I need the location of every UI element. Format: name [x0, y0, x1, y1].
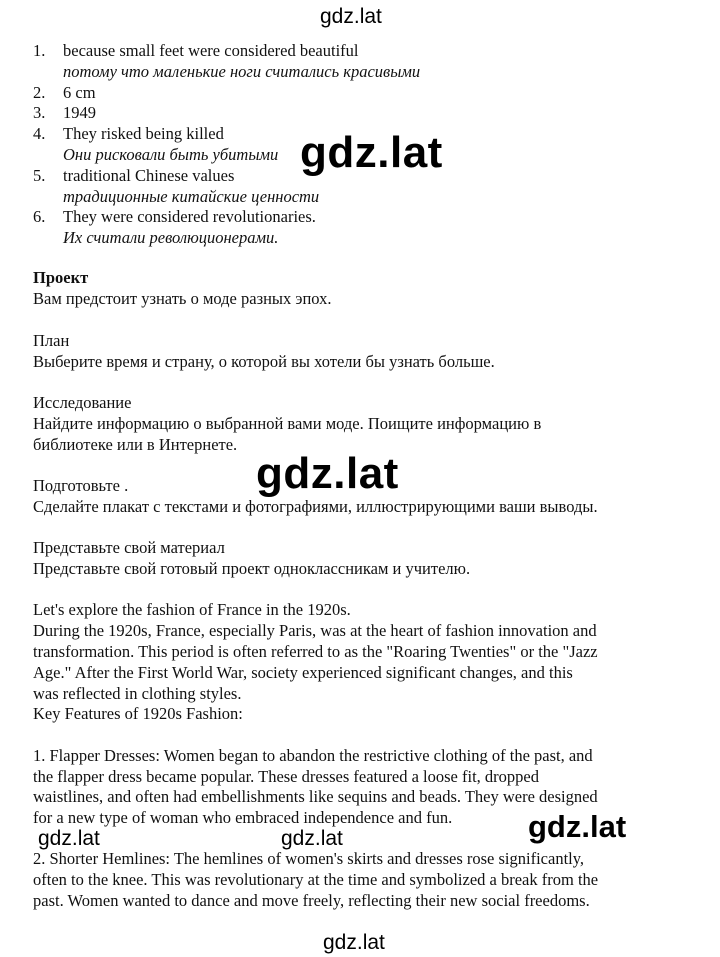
answer-en: traditional Chinese values [63, 165, 235, 185]
answer-en: 1949 [63, 103, 96, 123]
answer-ru: традиционные китайские ценности [63, 186, 320, 206]
essay-line-5: was reflected in clothing styles. [33, 684, 242, 703]
answer-ru: Их считали революционерами. [63, 228, 279, 248]
answer-number: 2. [33, 82, 46, 102]
paragraph-1-line-2: the flapper dress became popular. These dresses featured a loose fit, dropped [33, 767, 539, 786]
research-text-1: Найдите информацию о выбранной вами моде. Поищите информацию в [33, 414, 542, 433]
watermark-big-2: gdz.lat [256, 449, 399, 498]
paragraph-2-line-2: often to the knee. This was revolutionary at the time and symbolized a break from the [33, 870, 599, 889]
plan-text: Выберите время и страну, о которой вы хотели бы узнать больше. [33, 352, 495, 371]
paragraph-1-line-1: 1. Flapper Dresses: Women began to abandon the restrictive clothing of the past, and [33, 746, 593, 765]
essay-line-6: Key Features of 1920s Fashion: [33, 704, 243, 723]
prepare-heading: Подготовьте . [33, 476, 129, 495]
watermark-center-bottom: gdz.lat [281, 827, 343, 850]
answer-number: 4. [33, 124, 46, 144]
watermark-right-bottom: gdz.lat [528, 809, 627, 844]
answer-number: 1. [33, 41, 46, 60]
project-title: Проект [33, 268, 89, 287]
research-heading: Исследование [33, 393, 132, 412]
paragraph-2-line-1: 2. Shorter Hemlines: The hemlines of women's skirts and dresses rose significantly, [33, 849, 585, 868]
watermark-big-1: gdz.lat [300, 128, 443, 177]
answer-en: because small feet were considered beautiful [63, 41, 359, 60]
answer-number: 3. [33, 103, 46, 123]
answer-ru: потому что маленькие ноги считались красивыми [63, 61, 421, 81]
answer-en: They risked being killed [63, 124, 224, 144]
answer-ru: Они рисковали быть убитыми [63, 144, 279, 164]
watermark-left-bottom: gdz.lat [38, 827, 100, 850]
paragraph-1-line-3: waistlines, and often had embellishments like sequins and beads. They were designed [33, 787, 598, 806]
answer-number: 5. [33, 165, 46, 185]
answer-number: 6. [33, 207, 46, 227]
watermark-footer: gdz.lat [323, 931, 385, 954]
essay-line-1: Let's explore the fashion of France in the 1920s. [33, 600, 351, 619]
prepare-text: Сделайте плакат с текстами и фотографиями, иллюстрирующими ваши выводы. [33, 497, 598, 516]
essay-line-3: transformation. This period is often referred to as the "Roaring Twenties" or the "Jazz [33, 642, 598, 661]
paragraph-1-line-4: for a new type of woman who embraced independence and fun. [33, 808, 453, 827]
watermark-top: gdz.lat [320, 5, 382, 28]
plan-heading: План [33, 331, 70, 350]
essay-line-2: During the 1920s, France, especially Paris, was at the heart of fashion innovation and [33, 621, 597, 640]
present-heading: Представьте свой материал [33, 538, 225, 557]
project-intro: Вам предстоит узнать о моде разных эпох. [33, 289, 332, 308]
answer-en: They were considered revolutionaries. [63, 207, 316, 227]
answer-en: 6 cm [63, 82, 96, 102]
essay-line-4: Age." After the First World War, society experienced significant changes, and this [33, 663, 573, 682]
present-text: Представьте свой готовый проект одноклассникам и учителю. [33, 559, 471, 578]
research-text-2: библиотеке или в Интернете. [33, 435, 238, 454]
paragraph-2-line-3: past. Women wanted to dance and move freely, reflecting their new social freedoms. [33, 891, 590, 910]
